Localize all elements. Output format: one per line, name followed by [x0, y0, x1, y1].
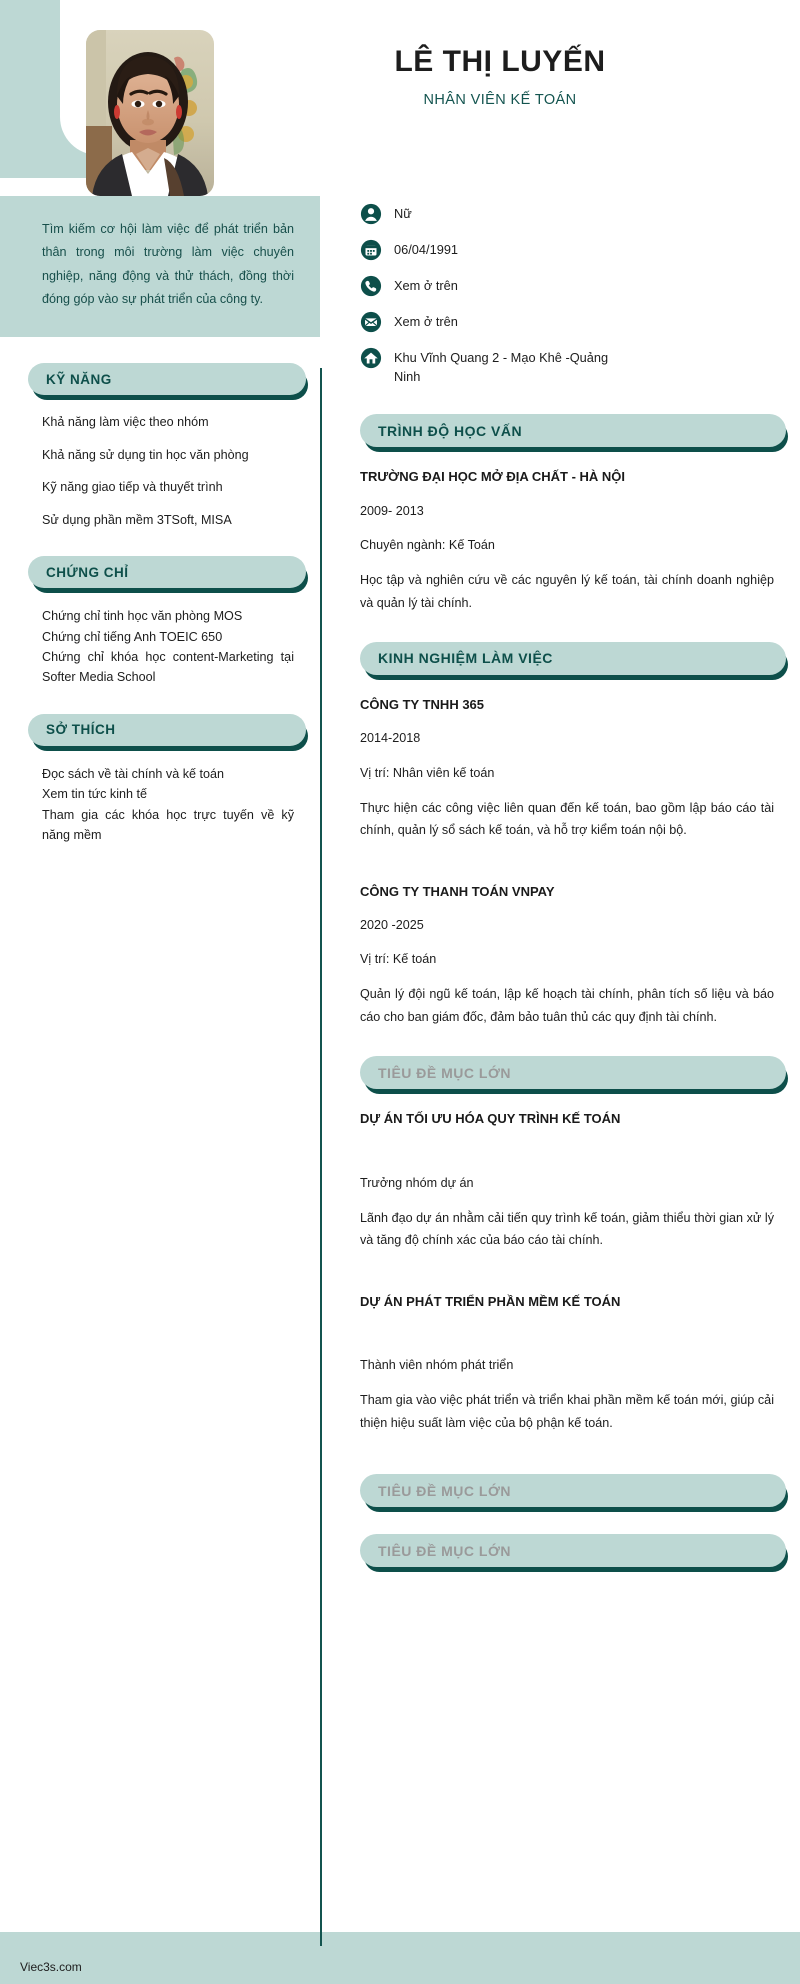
- pill-body: [360, 1474, 786, 1507]
- pill-body: [28, 556, 306, 588]
- cv-body: [0, 178, 800, 1567]
- objective-block: [0, 196, 320, 337]
- experience-position: Vị trí: Nhân viên kế toán: [360, 765, 495, 780]
- section-title-certificates: CHỨNG CHỈ: [46, 564, 129, 580]
- avatar: [86, 30, 214, 196]
- pill-body: [360, 414, 786, 447]
- section-header-placeholder-1: [360, 1474, 786, 1507]
- list-item: Tham gia các khóa học trực tuyến về kỹ năng mềm: [42, 807, 294, 842]
- page-title: LÊ THỊ LUYẾN: [394, 45, 606, 78]
- list-item: Xem tin tức kinh tế: [42, 787, 148, 802]
- contact-value: Khu Vĩnh Quang 2 - Mạo Khê -Quảng Ninh: [394, 350, 609, 385]
- header-text-block: [240, 44, 760, 108]
- pill-body: [360, 642, 786, 675]
- project-entry: [360, 1109, 774, 1251]
- project-description: Tham gia vào việc phát triển và triển khai phần mềm kế toán mới, giúp cải thiện hiệu suất làm việc của bộ phận kế toán.: [360, 1393, 774, 1430]
- pill-body: [360, 1056, 786, 1089]
- spacer: [360, 1325, 774, 1355]
- section-header-placeholder-2: [360, 1534, 786, 1567]
- section-header-skills: [28, 363, 306, 395]
- education-description: Học tập và nghiên cứu về các nguyên lý kế toán, tài chính doanh nghiệp và quản lý tài chính.: [360, 573, 774, 610]
- project-title: DỰ ÁN TỐI ƯU HÓA QUY TRÌNH KẾ TOÁN: [360, 1111, 621, 1127]
- list-item: Chứng chỉ khóa học content-Marketing tại Softer Media School: [42, 650, 294, 685]
- spacer: [342, 1258, 800, 1272]
- job-title: NHÂN VIÊN KẾ TOÁN: [423, 92, 577, 108]
- profile-photo: [86, 30, 214, 196]
- experience-description: Quản lý đội ngũ kế toán, lập kế hoạch tài chính, phân tích số liệu và báo cáo cho ban giám đốc, đảm bảo tuân thủ các quy định tài chính.: [360, 987, 774, 1024]
- left-column: [0, 178, 320, 845]
- list-item: Chứng chỉ tiếng Anh TOEIC 650: [42, 629, 223, 644]
- experience-company: CÔNG TY TNHH 365: [360, 696, 485, 712]
- education-entry: [360, 467, 774, 614]
- contact-row-address: [360, 346, 800, 386]
- section-header-certificates: [28, 556, 306, 588]
- education-school: TRƯỜNG ĐẠI HỌC MỞ ĐỊA CHẤT - HÀ NỘI: [360, 469, 626, 485]
- section-title-hobbies: SỞ THÍCH: [46, 722, 116, 738]
- email-icon: [360, 311, 382, 333]
- section-header-experience: [360, 642, 786, 675]
- project-role: Thành viên nhóm phát triển: [360, 1358, 514, 1373]
- pill-body: [360, 1534, 786, 1567]
- experience-description: Thực hiện các công việc liên quan đến kế toán, bao gồm lập báo cáo tài chính, quản lý sổ sách kế toán, và hỗ trợ kiểm toán nội bộ.: [360, 800, 774, 838]
- footer-brand: Viec3s.com: [20, 1960, 82, 1974]
- section-title-education: TRÌNH ĐỘ HỌC VẤN: [378, 422, 523, 439]
- pill-body: [28, 363, 306, 395]
- objective-text: Tìm kiếm cơ hội làm việc để phát triển bản thân trong môi trường làm việc chuyên nghiệp, năng động và thử thách, đồng thời đóng góp vào sự phát triển của công ty.: [42, 222, 294, 306]
- skills-list: [42, 413, 294, 530]
- cv-header: [0, 0, 800, 178]
- project-title: DỰ ÁN PHÁT TRIỂN PHẦN MỀM KẾ TOÁN: [360, 1293, 621, 1309]
- section-title-projects: TIÊU ĐỀ MỤC LỚN: [378, 1064, 511, 1081]
- section-title-placeholder: TIÊU ĐỀ MỤC LỚN: [378, 1482, 511, 1499]
- contact-value: 06/04/1991: [394, 242, 459, 257]
- list-item: Đọc sách về tài chính và kế toán: [42, 766, 225, 781]
- experience-entry: [360, 695, 774, 842]
- section-header-education: [360, 414, 786, 447]
- list-item: Kỹ năng giao tiếp và thuyết trình: [42, 480, 223, 495]
- home-icon: [360, 347, 382, 369]
- contact-value: Nữ: [394, 206, 412, 221]
- project-description: Lãnh đạo dự án nhằm cải tiến quy trình kế toán, giảm thiểu thời gian xử lý và tăng độ chính xác của báo cáo tài chính.: [360, 1210, 774, 1248]
- list-item: Khả năng sử dụng tin học văn phòng: [42, 447, 249, 462]
- contact-row-gender: [360, 202, 800, 225]
- experience-position: Vị trí: Kế toán: [360, 952, 437, 967]
- section-header-hobbies: [28, 714, 306, 746]
- certificates-list: [42, 606, 294, 688]
- project-role: Trưởng nhóm dự án: [360, 1175, 474, 1190]
- experience-years: 2014-2018: [360, 731, 421, 746]
- project-entry: [360, 1292, 774, 1434]
- contact-row-email: [360, 310, 800, 333]
- section-title-skills: KỸ NĂNG: [46, 371, 112, 387]
- cv-footer: [0, 1932, 800, 1984]
- education-major: Chuyên ngành: Kế Toán: [360, 538, 495, 553]
- list-item: Chứng chỉ tinh học văn phòng MOS: [42, 609, 243, 624]
- spacer: [342, 848, 800, 862]
- list-item: Khả năng làm việc theo nhóm: [42, 415, 209, 430]
- contact-row-phone: [360, 274, 800, 297]
- contact-value: Xem ở trên: [394, 278, 458, 293]
- experience-entry: [360, 882, 774, 1029]
- footer-divider: [320, 1932, 322, 1946]
- experience-years: 2020 -2025: [360, 918, 424, 933]
- education-years: 2009- 2013: [360, 503, 424, 518]
- hobbies-list: [42, 764, 294, 846]
- phone-icon: [360, 275, 382, 297]
- experience-company: CÔNG TY THANH TOÁN VNPAY: [360, 883, 555, 899]
- right-column: [320, 178, 800, 1567]
- contact-list: [342, 202, 800, 386]
- list-item: Sử dụng phần mềm 3TSoft, MISA: [42, 512, 232, 527]
- section-header-projects: [360, 1056, 786, 1089]
- section-title-placeholder: TIÊU ĐỀ MỤC LỚN: [378, 1542, 511, 1559]
- calendar-icon: [360, 239, 382, 261]
- pill-body: [28, 714, 306, 746]
- contact-row-birthdate: [360, 238, 800, 261]
- person-icon: [360, 203, 382, 225]
- spacer: [360, 1143, 774, 1173]
- section-title-experience: KINH NGHIỆM LÀM VIỆC: [378, 650, 553, 667]
- contact-value: Xem ở trên: [394, 314, 458, 329]
